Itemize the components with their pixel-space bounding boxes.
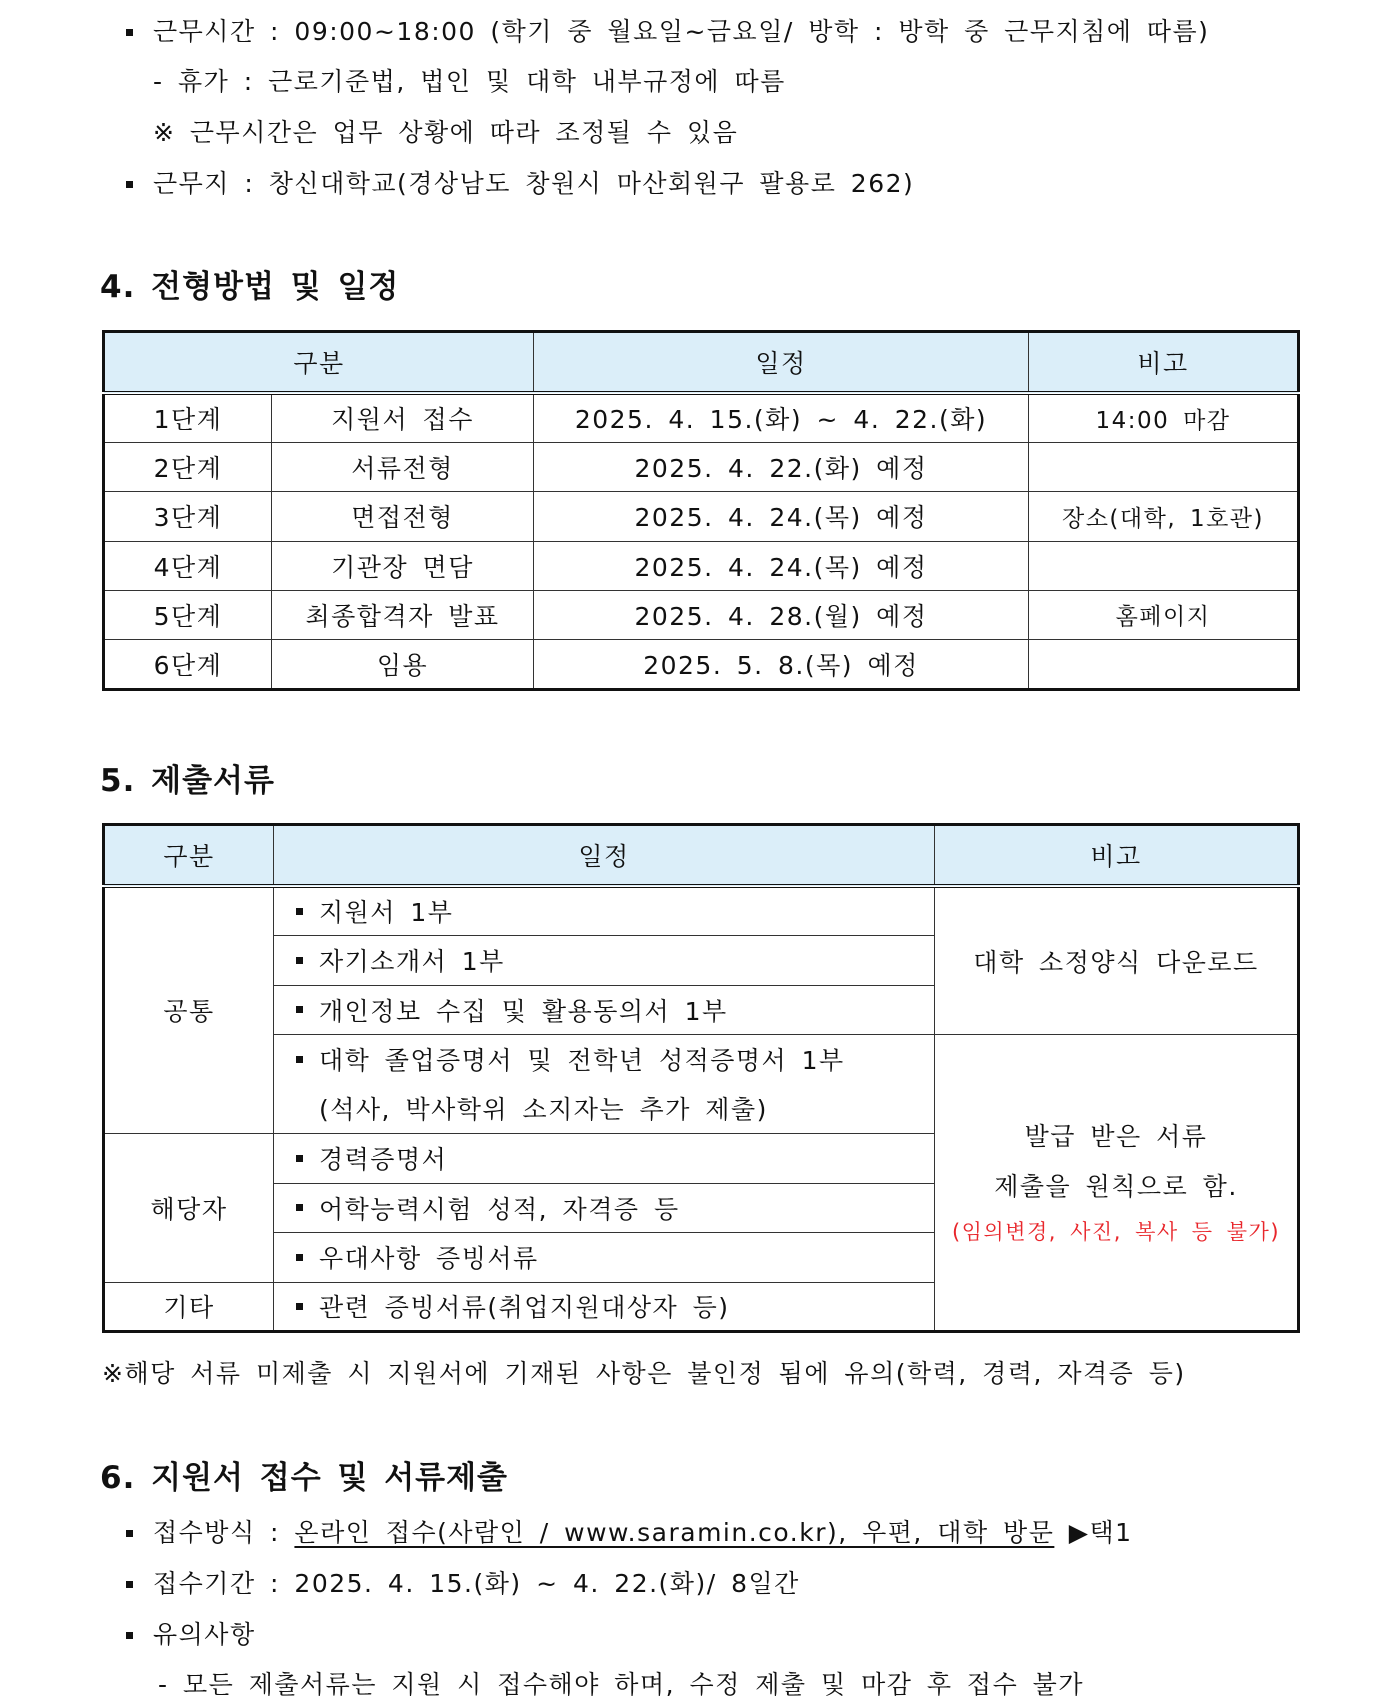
group-common-cell: 공통 (104, 886, 274, 1133)
note-issued-warning: (임의변경, 사진, 복사 등 불가) (951, 1220, 1281, 1244)
step-cell: 5단계 (104, 590, 272, 639)
note-download-cell: 대학 소정양식 다운로드 (935, 886, 1299, 1034)
caution-item: - 모든 제출서류는 지원 시 접수해야 하며, 수정 제출 및 마감 후 접수 불가 (158, 1670, 1084, 1699)
submission-method (153, 1517, 1133, 1549)
section6-title: 6. 지원서 접수 및 서류제출 (100, 1460, 508, 1496)
schedule-row (104, 590, 1299, 639)
note-cell (1029, 442, 1299, 491)
step-name-cell: 면접전형 (272, 491, 534, 541)
location-text: 근무지 : 창신대학교(경상남도 창원시 마산회원구 팔용로 262) (153, 169, 915, 198)
date-cell: 2025. 5. 8.(목) 예정 (534, 639, 1029, 689)
document-item: 어학능력시험 성적, 자격증 등 (274, 1183, 935, 1232)
note-issued-line2: 제출을 원칙으로 함. (994, 1172, 1238, 1201)
date-cell: 2025. 4. 28.(월) 예정 (534, 590, 1029, 639)
caution-label: 유의사항 (153, 1620, 256, 1649)
documents-header-row (104, 825, 1299, 887)
submission-period: 접수기간 : 2025. 4. 15.(화) ~ 4. 22.(화)/ 8일간 (153, 1569, 800, 1598)
document-item: 우대사항 증빙서류 (274, 1232, 935, 1282)
step-name-cell: 지원서 접수 (272, 393, 534, 442)
schedule-row (104, 393, 1299, 442)
document-item: 개인정보 수집 및 활용동의서 1부 (274, 985, 935, 1034)
note-cell: 14:00 마감 (1029, 393, 1299, 442)
document-item-continued: (석사, 박사학위 소지자는 추가 제출) (274, 1084, 935, 1133)
documents-header-category: 구분 (104, 825, 274, 887)
date-cell: 2025. 4. 24.(목) 예정 (534, 541, 1029, 590)
method-label: 접수방식 : (153, 1518, 295, 1547)
date-cell: 2025. 4. 24.(목) 예정 (534, 491, 1029, 541)
step-name-cell: 임용 (272, 639, 534, 689)
document-item: 지원서 1부 (274, 886, 935, 935)
document-row (104, 1034, 1299, 1084)
schedule-header-date: 일정 (534, 332, 1029, 394)
note-cell (1029, 639, 1299, 689)
step-name-cell: 기관장 면담 (272, 541, 534, 590)
step-cell: 3단계 (104, 491, 272, 541)
step-cell: 1단계 (104, 393, 272, 442)
schedule-row (104, 491, 1299, 541)
note-issued-cell (935, 1034, 1299, 1331)
section5-title: 5. 제출서류 (100, 763, 275, 799)
step-cell: 6단계 (104, 639, 272, 689)
schedule-header-category: 구분 (104, 332, 534, 394)
document-item: 경력증명서 (274, 1133, 935, 1183)
note-cell: 홈페이지 (1029, 590, 1299, 639)
document-item: 관련 증빙서류(취업지원대상자 등) (274, 1282, 935, 1331)
documents-footnote: ※해당 서류 미제출 시 지원서에 기재된 사항은 불인정 됨에 유의(학력, 경력, 자격증 등) (102, 1359, 1186, 1388)
step-name-cell: 서류전형 (272, 442, 534, 491)
date-cell: 2025. 4. 15.(화) ~ 4. 22.(화) (534, 393, 1029, 442)
note-cell: 장소(대학, 1호관) (1029, 491, 1299, 541)
document-row (104, 886, 1299, 935)
section4-title: 4. 전형방법 및 일정 (100, 269, 400, 305)
vacation-text: - 휴가 : 근로기준법, 법인 및 대학 내부규정에 따름 (153, 67, 786, 96)
note-issued-line1: 발급 받은 서류 (1024, 1122, 1208, 1151)
note-cell (1029, 541, 1299, 590)
schedule-header-note: 비고 (1029, 332, 1299, 394)
schedule-row (104, 442, 1299, 491)
date-cell: 2025. 4. 22.(화) 예정 (534, 442, 1029, 491)
group-other-cell: 기타 (104, 1282, 274, 1331)
work-hours-note: ※ 근무시간은 업무 상황에 따라 조정될 수 있음 (153, 118, 739, 147)
schedule-row (104, 639, 1299, 689)
documents-table (102, 823, 1300, 1333)
work-hours-text: 근무시간 : 09:00~18:00 (학기 중 월요일~금요일/ 방학 : 방학 중 근무지침에 따름) (153, 17, 1210, 46)
schedule-header-row (104, 332, 1299, 394)
documents-header-date: 일정 (274, 825, 935, 887)
method-suffix: ▶택1 (1054, 1518, 1133, 1547)
documents-header-note: 비고 (935, 825, 1299, 887)
schedule-row (104, 541, 1299, 590)
method-value: 온라인 접수(사람인 / www.saramin.co.kr), 우편, 대학 방문 (294, 1518, 1055, 1547)
step-cell: 2단계 (104, 442, 272, 491)
group-applicable-cell: 해당자 (104, 1133, 274, 1282)
document-item: 자기소개서 1부 (274, 935, 935, 985)
document-item: 대학 졸업증명서 및 전학년 성적증명서 1부 (274, 1034, 935, 1084)
step-name-cell: 최종합격자 발표 (272, 590, 534, 639)
schedule-table (102, 330, 1300, 691)
step-cell: 4단계 (104, 541, 272, 590)
